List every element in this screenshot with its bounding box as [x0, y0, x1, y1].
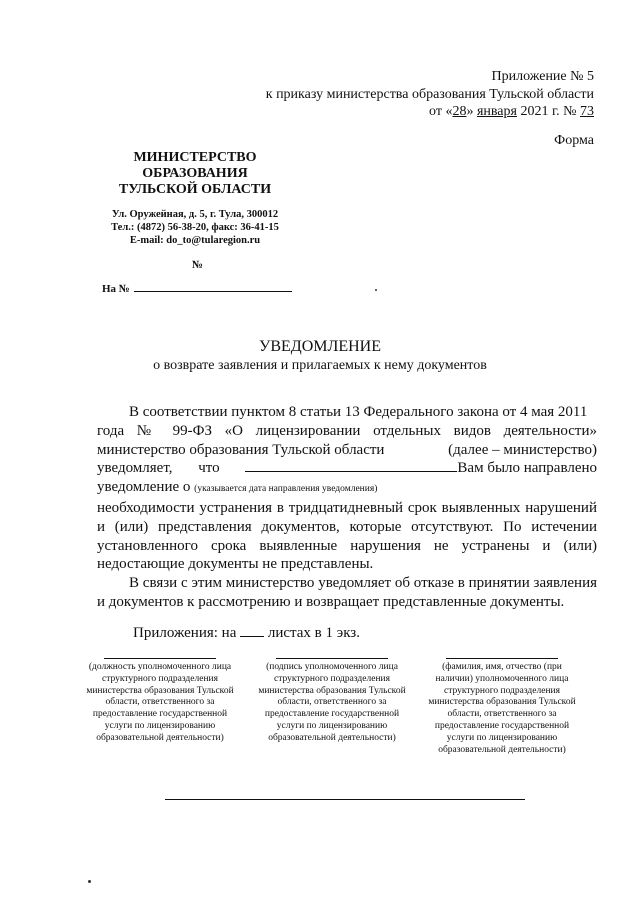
signature-sign-column [257, 658, 407, 745]
attachments-prefix: Приложения: на [133, 625, 237, 641]
body-line-4 [97, 459, 597, 478]
date-mid2: 2021 г. № [516, 104, 580, 119]
date-day: 28 [452, 104, 467, 119]
document-subtitle: о возврате заявления и прилагаемых к нему документов [153, 358, 487, 373]
body-line-4b: что [198, 460, 220, 477]
scan-speck-2 [375, 289, 377, 291]
org-line-2: ОБРАЗОВАНИЯ [142, 166, 248, 181]
reply-number [102, 282, 292, 295]
name-line [446, 658, 558, 659]
body-paragraph-2: В связи с этим министерство уведомляет об отказе в принятии заявления и документов к рассмотрению и возвращает представленные документы. [97, 575, 597, 610]
date-month: января [476, 104, 517, 119]
signature-caption: (подпись уполномоченного лица структурного подразделения министерства образования Тульской области, ответственного за предоставление государственной услуги по лицензированию образовательной деятельности) [258, 662, 406, 743]
org-phone: Тел.: (4872) 56-38-20, факс: 36-41-15 [111, 222, 279, 233]
date-number: 73 [580, 104, 594, 119]
position-line [104, 658, 216, 659]
date-prefix: от « [429, 104, 453, 119]
reply-number-blank [134, 282, 292, 292]
appendix-title: Приложение № 5 [491, 69, 594, 84]
appendix-order: к приказу министерства образования Тульской области [265, 86, 594, 102]
org-line-1: МИНИСТЕРСТВО [133, 150, 257, 165]
body-line-5 [97, 478, 597, 499]
document-body [97, 403, 597, 612]
attachments-line [133, 624, 360, 642]
position-caption: (должность уполномоченного лица структурного подразделения министерства образования Тульской области, ответственного за предоставление государственной услуги по лицензированию образовательной деятельности) [86, 662, 234, 743]
body-line-3 [97, 441, 597, 460]
organization-name [100, 150, 290, 198]
reply-number-label: На № [102, 283, 130, 295]
organization-contacts [78, 208, 312, 247]
body-line-4a: уведомляет, [97, 460, 173, 477]
form-label: Форма [554, 133, 594, 148]
bottom-separator-line [165, 799, 525, 800]
appendix-block [266, 68, 594, 121]
scan-speck [88, 880, 91, 883]
date-mid1: » [466, 104, 477, 119]
body-line-3a: министерство образования Тульской области [97, 441, 385, 458]
body-paragraph-1-rest: необходимости устранения в тридцатидневный срок выявленных нарушений и (или) представления документов, которые отсутствуют. По истечении установленного срока выявленные нарушения не устранены и (или) недостающие документы не представлены. [97, 499, 597, 573]
signature-name-column [427, 658, 577, 756]
body-line-3b: (далее – министерство) [448, 441, 597, 458]
body-line-1: В соответствии пунктом 8 статьи 13 Федерального закона от 4 мая 2011 [129, 404, 588, 420]
notice-date-hint: (указывается дата направления уведомления) [194, 484, 378, 495]
org-email: E-mail: do_to@tularegion.ru [129, 235, 261, 246]
body-line-4-blank [245, 459, 597, 478]
org-address: Ул. Оружейная, д. 5, г. Тула, 300012 [111, 209, 279, 220]
name-caption: (фамилия, имя, отчество (при наличии) уполномоченного лица структурного подразделения министерства образования Тульской области, ответственного за предоставление государственной услуги по лицензированию образовательной деятельности) [428, 662, 576, 755]
document-title: УВЕДОМЛЕНИЕ [259, 338, 381, 355]
signature-position-column [85, 658, 235, 745]
org-line-3: ТУЛЬСКОЙ ОБЛАСТИ [118, 182, 272, 197]
body-line-5a: уведомление о [97, 479, 191, 496]
attachments-suffix: листах в 1 экз. [267, 625, 360, 641]
appendix-date [266, 103, 594, 121]
signature-line [276, 658, 388, 659]
outgoing-number-label: № [192, 259, 204, 271]
attachments-sheets-blank [240, 624, 264, 637]
body-line-4c: Вам было направлено [457, 460, 597, 477]
body-line-2: года № 99-ФЗ «О лицензировании отдельных видов деятельности» [97, 422, 597, 439]
notice-date-blank [245, 459, 457, 472]
